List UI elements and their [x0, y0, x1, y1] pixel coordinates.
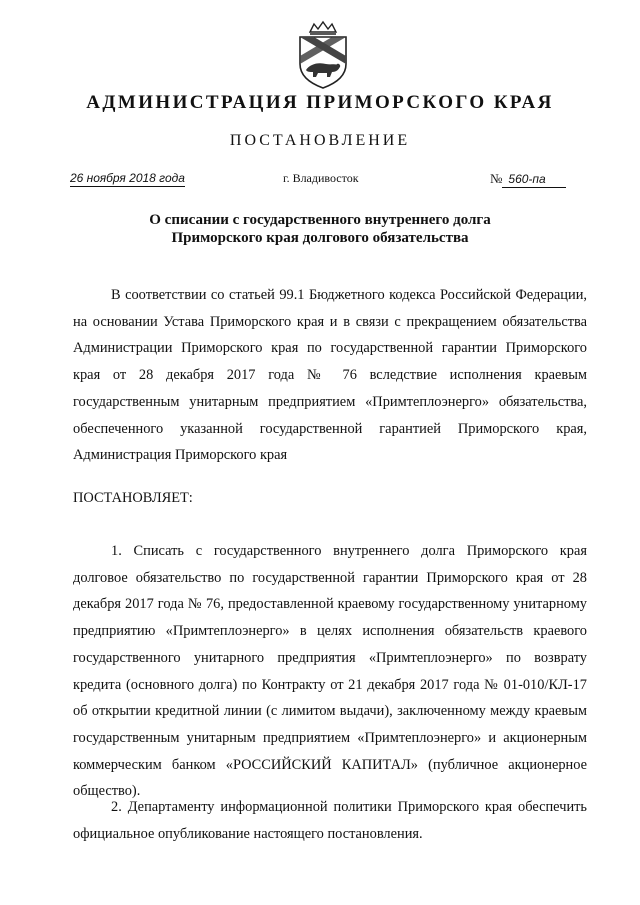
item-2-section — [73, 794, 587, 847]
title-line-1: О списании с государственного внутреннего долга — [149, 212, 491, 228]
preamble-paragraph: В соответствии со статьей 99.1 Бюджетного кодекса Российской Федерации, на основании Устава Приморского края и в связи с прекращением обязательства Администрации Приморского края по государственной гарантии Приморского края от 28 декабря 2017 года № 76 вследствие исполнения краевым государственным унитарным предприятием «Примтеплоэнерго» обязательства, обеспеченного указанной государственной гарантией Приморского края, Администрация Приморского края — [73, 287, 587, 464]
resolves-heading: ПОСТАНОВЛЯЕТ: — [73, 490, 193, 506]
document-number — [490, 171, 566, 188]
title-line-2: Приморского края долгового обязательства — [171, 230, 469, 246]
document-type: ПОСТАНОВЛЕНИЕ — [229, 132, 411, 149]
item-2-paragraph: 2. Департаменту информационной политики Приморского края обеспечить официальное опубликование настоящего постановления. — [73, 799, 587, 842]
document-city: г. Владивосток — [283, 171, 359, 185]
preamble-section — [73, 282, 587, 469]
document-date — [70, 171, 185, 185]
item-1-paragraph: 1. Списать с государственного внутреннего долга Приморского края долговое обязательство по государственной гарантии Приморского края от 28 декабря 2017 года № 76, предоставленной краевому государственному унитарному предприятию «Примтеплоэнерго» в целях исполнения обязательств краевого государственного унитарного предприятия «Примтеплоэнерго» по возврату кредита (основного долга) по Контракту от 21 декабря 2017 года № 01-010/КЛ-17 об открытии кредитной линии (с лимитом выдачи), заключенному между краевым государственным унитарным предприятием «Примтеплоэнерго» и акционерным коммерческим банком «РОССИЙСКИЙ КАПИТАЛ» (публичное акционерное общество). — [73, 543, 587, 800]
resolves-section — [73, 485, 587, 512]
coat-of-arms-icon — [292, 20, 354, 90]
number-value: 560-па — [502, 172, 566, 188]
number-prefix: № — [490, 171, 503, 186]
organization-name: АДМИНИСТРАЦИЯ ПРИМОРСКОГО КРАЯ — [86, 92, 554, 113]
date-value: 26 ноября 2018 года — [70, 171, 185, 185]
item-1-section — [73, 538, 587, 805]
document-title — [100, 211, 540, 247]
